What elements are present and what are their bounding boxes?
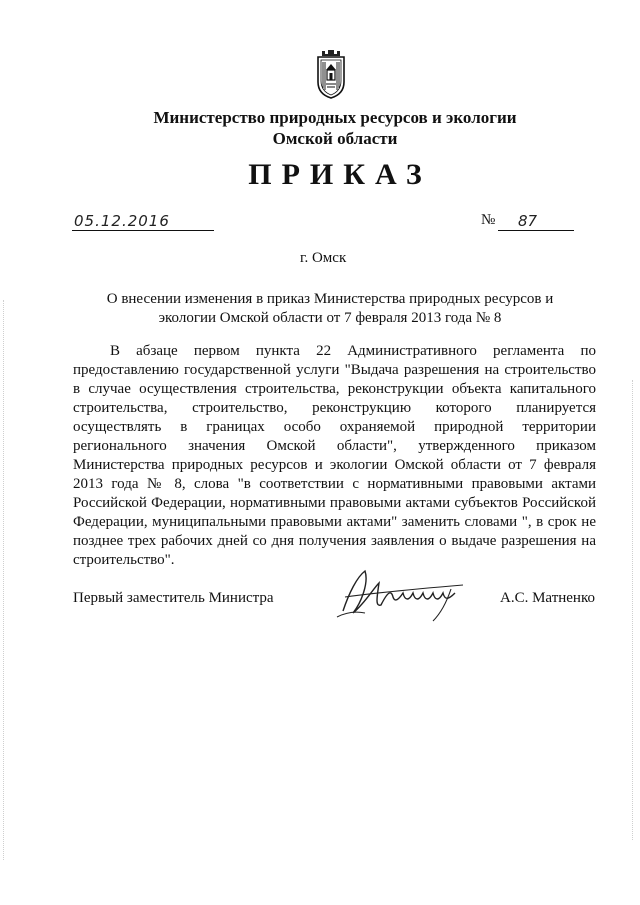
document-type-title: ПРИКАЗ bbox=[248, 158, 432, 191]
subject-line1: О внесении изменения в приказ Министерства природных ресурсов и bbox=[106, 291, 554, 307]
number-underline bbox=[498, 230, 574, 231]
ministry-name-line1: Министерство природных ресурсов и экологии bbox=[153, 108, 517, 127]
ministry-name-line2: Омской области bbox=[272, 129, 398, 148]
body-line: Министерства природных ресурсов и экологии Омской области от 7 февраля bbox=[73, 457, 596, 473]
body-line: В абзаце первом пункта 22 Административного регламента по bbox=[110, 343, 596, 359]
date-underline bbox=[72, 230, 214, 231]
body-line: Российской Федерации, нормативными правовыми актами субъектов Российской bbox=[73, 495, 596, 511]
body-line: в случае осуществления строительства, реконструкции объекта капитального bbox=[73, 381, 596, 397]
signer-position: Первый заместитель Министра bbox=[73, 590, 274, 606]
city-label: г. Омск bbox=[300, 250, 347, 266]
order-date: 05.12.2016 bbox=[74, 212, 170, 230]
body-line: 2013 года № 8, слова "в соответствии с нормативными правовыми актами bbox=[73, 476, 596, 492]
order-date-field bbox=[72, 210, 214, 234]
body-line: осуществлять в границах особо охраняемой природной территории bbox=[73, 419, 596, 435]
body-line: предоставлению государственной услуги "Выдача разрешения на строительство bbox=[73, 362, 596, 378]
body-line: регионального значения Омской области", утвержденного приказом bbox=[73, 438, 596, 454]
handwritten-signature bbox=[335, 563, 475, 625]
scan-edge-left bbox=[3, 300, 6, 860]
coat-of-arms-icon bbox=[315, 48, 347, 100]
signer-name: А.С. Матненко bbox=[500, 590, 595, 606]
body-line: строительства, строительство, реконструкцию которого планируется bbox=[73, 400, 596, 416]
scan-edge-right bbox=[632, 380, 635, 840]
body-line: Федерации, муниципальными правовыми актами" заменить словами ", в срок не bbox=[73, 514, 596, 530]
body-line: позднее трех рабочих дней со дня получения заявления о выдаче разрешения на bbox=[73, 533, 596, 549]
order-number-field bbox=[498, 210, 574, 234]
number-sign: № bbox=[481, 212, 496, 228]
subject-line2: экологии Омской области от 7 февраля 2013 года № 8 bbox=[158, 310, 502, 326]
order-number: 87 bbox=[518, 212, 538, 230]
body-line: строительство". bbox=[73, 552, 175, 568]
